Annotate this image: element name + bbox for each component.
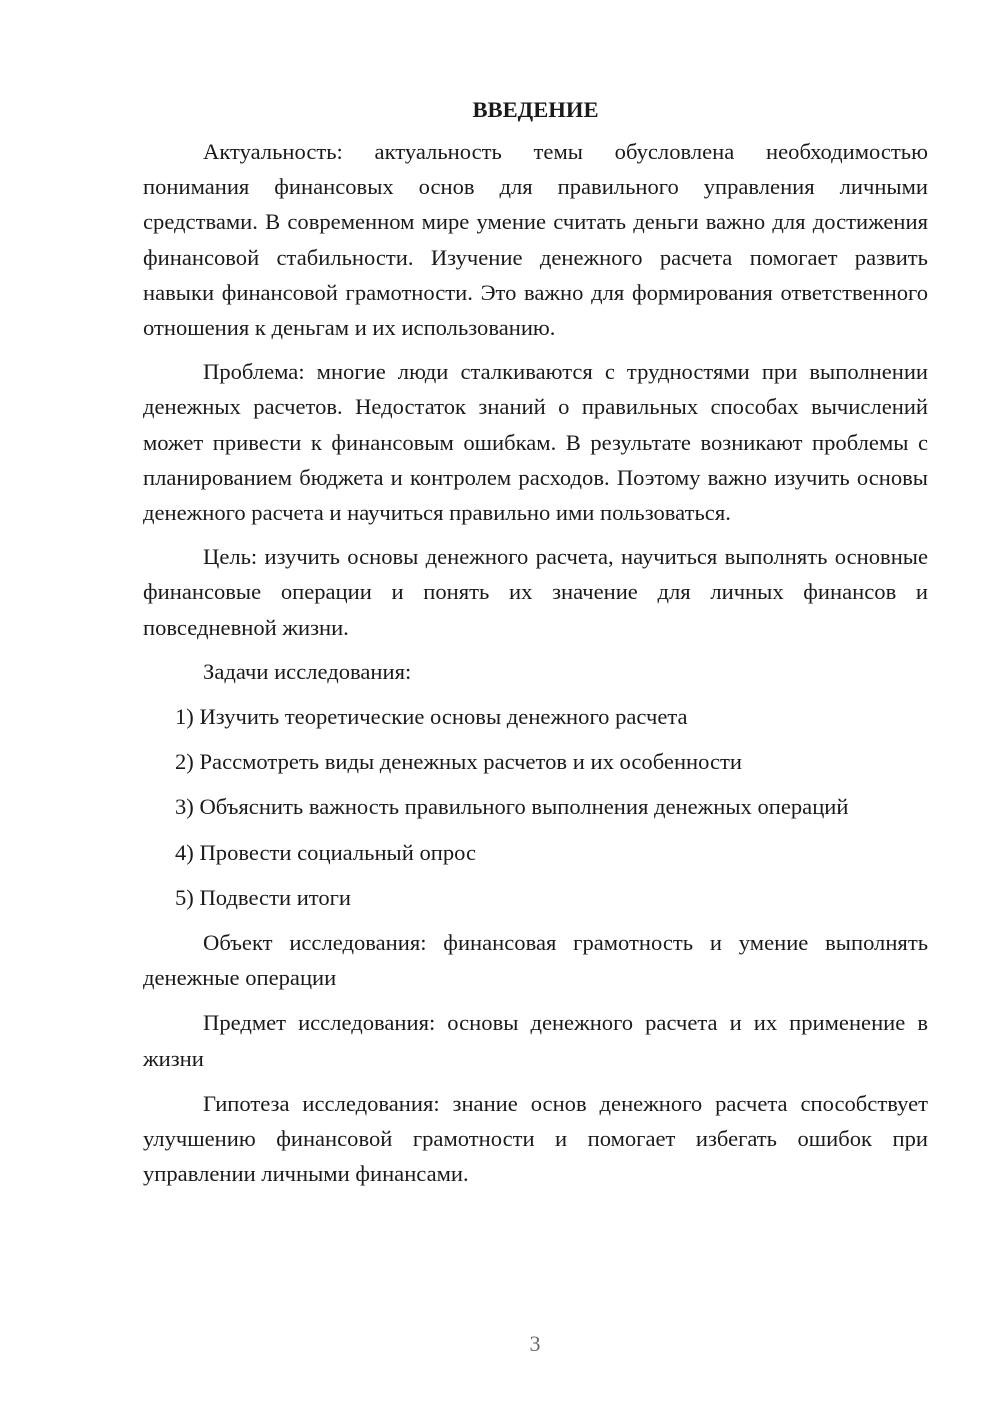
list-item: 1) Изучить теоретические основы денежного расчета — [175, 704, 688, 730]
paragraph-object: Объект исследования: финансовая грамотность и умение выполнять денежные операции — [143, 930, 928, 991]
list-item: 3) Объяснить важность правильного выполнения денежных операций — [175, 794, 849, 820]
page-title: ВВЕДЕНИЕ — [472, 97, 599, 122]
paragraph-subject: Предмет исследования: основы денежного расчета и их применение в жизни — [143, 1010, 928, 1071]
paragraph-hypothesis: Гипотеза исследования: знание основ денежного расчета способствует улучшению финансовой грамотности и помогает избегать ошибок при управлении личными финансами. — [143, 1090, 928, 1187]
list-item: 2) Рассмотреть виды денежных расчетов и их особенности — [175, 749, 742, 775]
paragraph-relevance: Актуальность: актуальность темы обусловлена необходимостью понимания финансовых основ для правильного управления личными средствами. В современном мире умение считать деньги важно для достижения финансовой стабильности. Изучение денежного расчета помогает развить навыки финансовой грамотности. Это важно для формирования ответственного отношения к деньгам и их использованию. — [143, 139, 928, 341]
list-item: 5) Подвести итоги — [175, 884, 352, 910]
paragraph-goal: Цель: изучить основы денежного расчета, научиться выполнять основные финансовые операции и понять их значение для личных финансов и повседневной жизни. — [143, 544, 928, 640]
document-page — [143, 92, 928, 1200]
tasks-list — [143, 699, 928, 915]
page-number: 3 — [529, 1331, 541, 1356]
tasks-title: Задачи исследования: — [203, 658, 412, 684]
paragraph-problem: Проблема: многие люди сталкиваются с трудностями при выполнении денежных расчетов. Недостаток знаний о правильных способах вычислений может привести к финансовым ошибкам. В результате возникают проблемы с планированием бюджета и контролем расходов. Поэтому важно изучить основы денежного расчета и научиться правильно ими пользоваться. — [143, 359, 928, 526]
list-item: 4) Провести социальный опрос — [175, 839, 477, 865]
